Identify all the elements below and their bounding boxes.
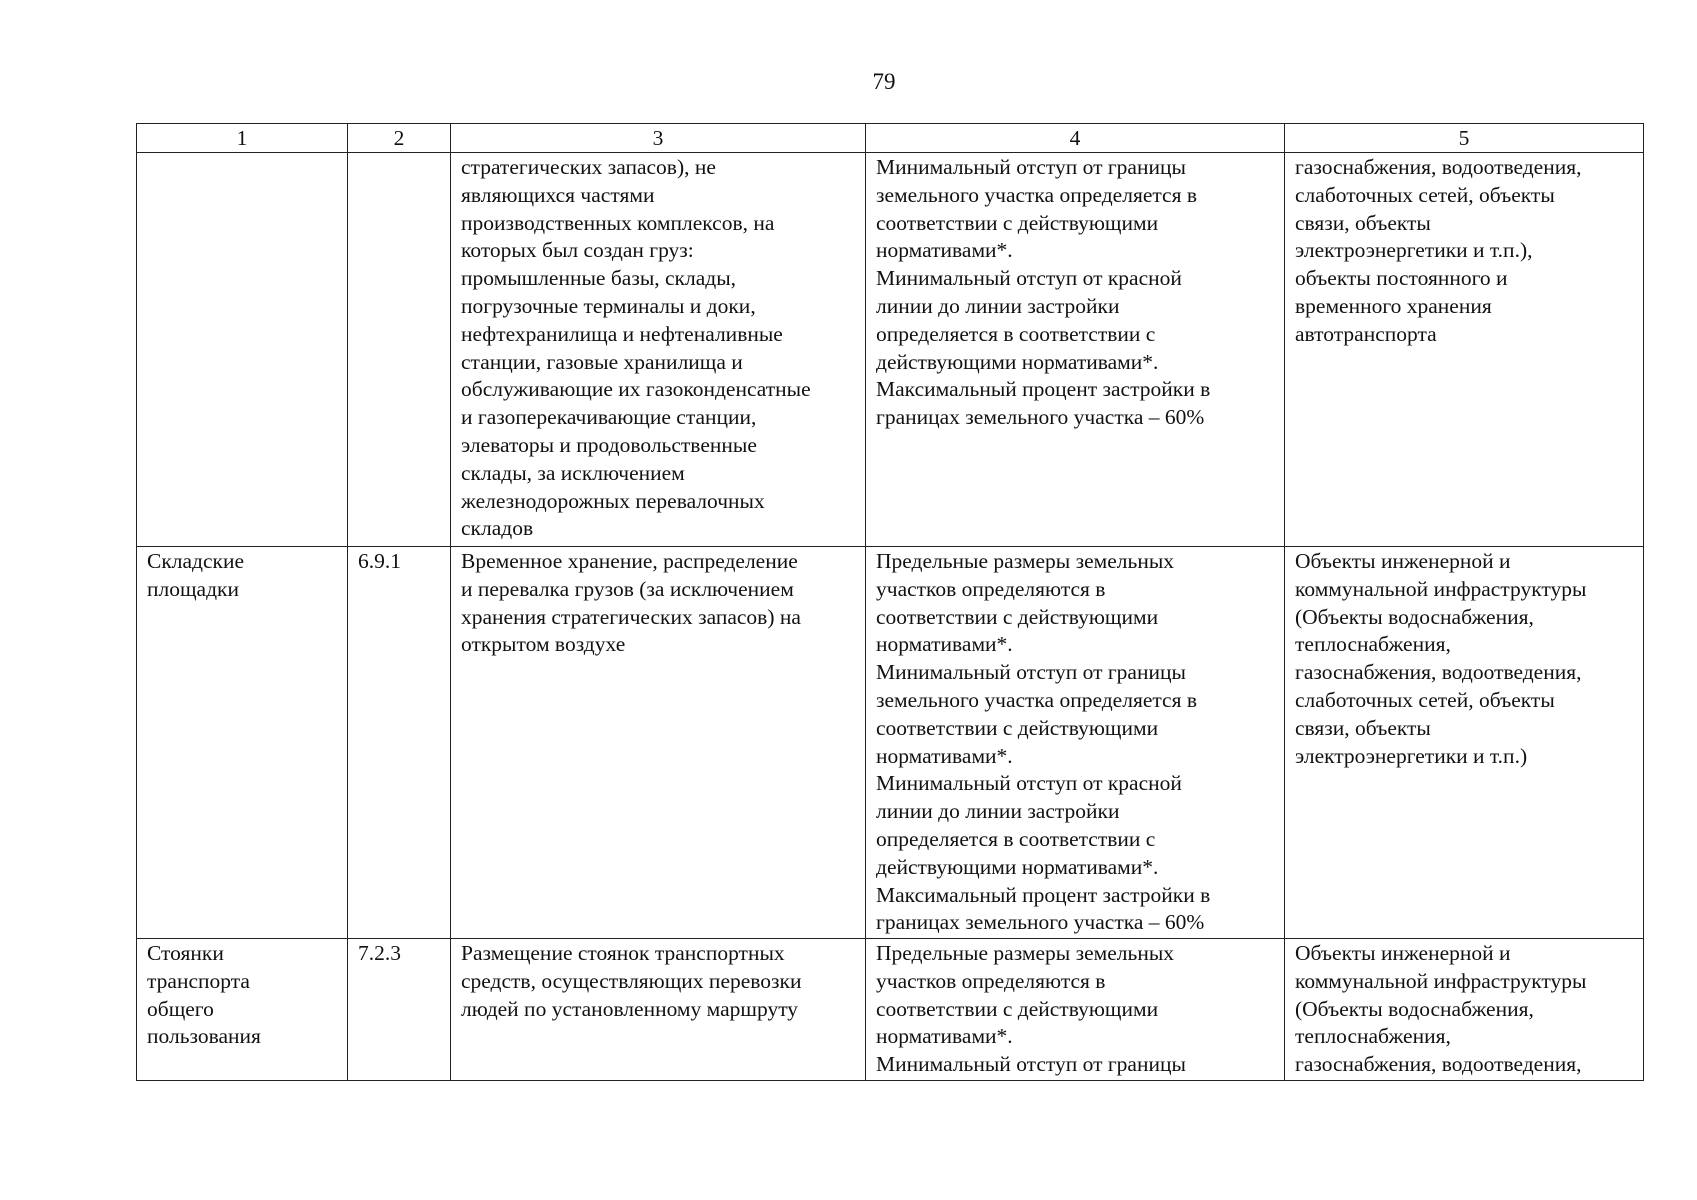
cell-auxiliary-uses: Объекты инженерной и коммунальной инфраструктуры (Объекты водоснабжения, теплоснабжения, газоснабжения, водоотведения, слаботочных сетей, объекты связи, объекты электроэнергетики и т.п.)	[1285, 547, 1644, 939]
table-header	[137, 124, 1644, 153]
cell-use-code: 6.9.1	[348, 547, 451, 939]
table-body	[137, 153, 1644, 1081]
cell-auxiliary-uses: Объекты инженерной и коммунальной инфраструктуры (Объекты водоснабжения, теплоснабжения, газоснабжения, водоотведения,	[1285, 939, 1644, 1081]
cell-use-code: 7.2.3	[348, 939, 451, 1081]
cell-use-description: Временное хранение, распределение и перевалка грузов (за исключением хранения стратегических запасов) на открытом воздухе	[451, 547, 866, 939]
header-col-4: 4	[866, 124, 1285, 153]
header-row	[137, 124, 1644, 153]
cell-use-description: Размещение стоянок транспортных средств, осуществляющих перевозки людей по установленному маршруту	[451, 939, 866, 1081]
cell-use-parameters: Минимальный отступ от границы земельного участка определяется в соответствии с действующими нормативами*. Минимальный отступ от красной линии до линии застройки определяется в соответствии с действующими нормативами*. Максимальный процент застройки в границах земельного участка – 60%	[866, 153, 1285, 547]
cell-use-code	[348, 153, 451, 547]
header-col-2: 2	[348, 124, 451, 153]
cell-use-name: Складские площадки	[137, 547, 348, 939]
table-row	[137, 547, 1644, 939]
table-row	[137, 939, 1644, 1081]
page-number: 79	[872, 69, 896, 94]
cell-use-name: Стоянки транспорта общего пользования	[137, 939, 348, 1081]
header-col-1: 1	[137, 124, 348, 153]
land-use-table	[136, 123, 1644, 1081]
table-row	[137, 153, 1644, 547]
cell-use-description: стратегических запасов), не являющихся частями производственных комплексов, на которых был создан груз: промышленные базы, склады, погрузочные терминалы и доки, нефтехранилища и нефтеналивные станции, газовые хранилища и обслуживающие их газоконденсатные и газоперекачивающие станции, элеваторы и продовольственные склады, за исключением железнодорожных перевалочных складов	[451, 153, 866, 547]
cell-use-parameters: Предельные размеры земельных участков определяются в соответствии с действующими нормативами*. Минимальный отступ от границы	[866, 939, 1285, 1081]
cell-use-parameters: Предельные размеры земельных участков определяются в соответствии с действующими нормативами*. Минимальный отступ от границы земельного участка определяется в соответствии с действующими нормативами*. Минимальный отступ от красной линии до линии застройки определяется в соответствии с действующими нормативами*. Максимальный процент застройки в границах земельного участка – 60%	[866, 547, 1285, 939]
cell-use-name	[137, 153, 348, 547]
header-col-5: 5	[1285, 124, 1644, 153]
header-col-3: 3	[451, 124, 866, 153]
cell-auxiliary-uses: газоснабжения, водоотведения, слаботочных сетей, объекты связи, объекты электроэнергетики и т.п.), объекты постоянного и временного хранения автотранспорта	[1285, 153, 1644, 547]
